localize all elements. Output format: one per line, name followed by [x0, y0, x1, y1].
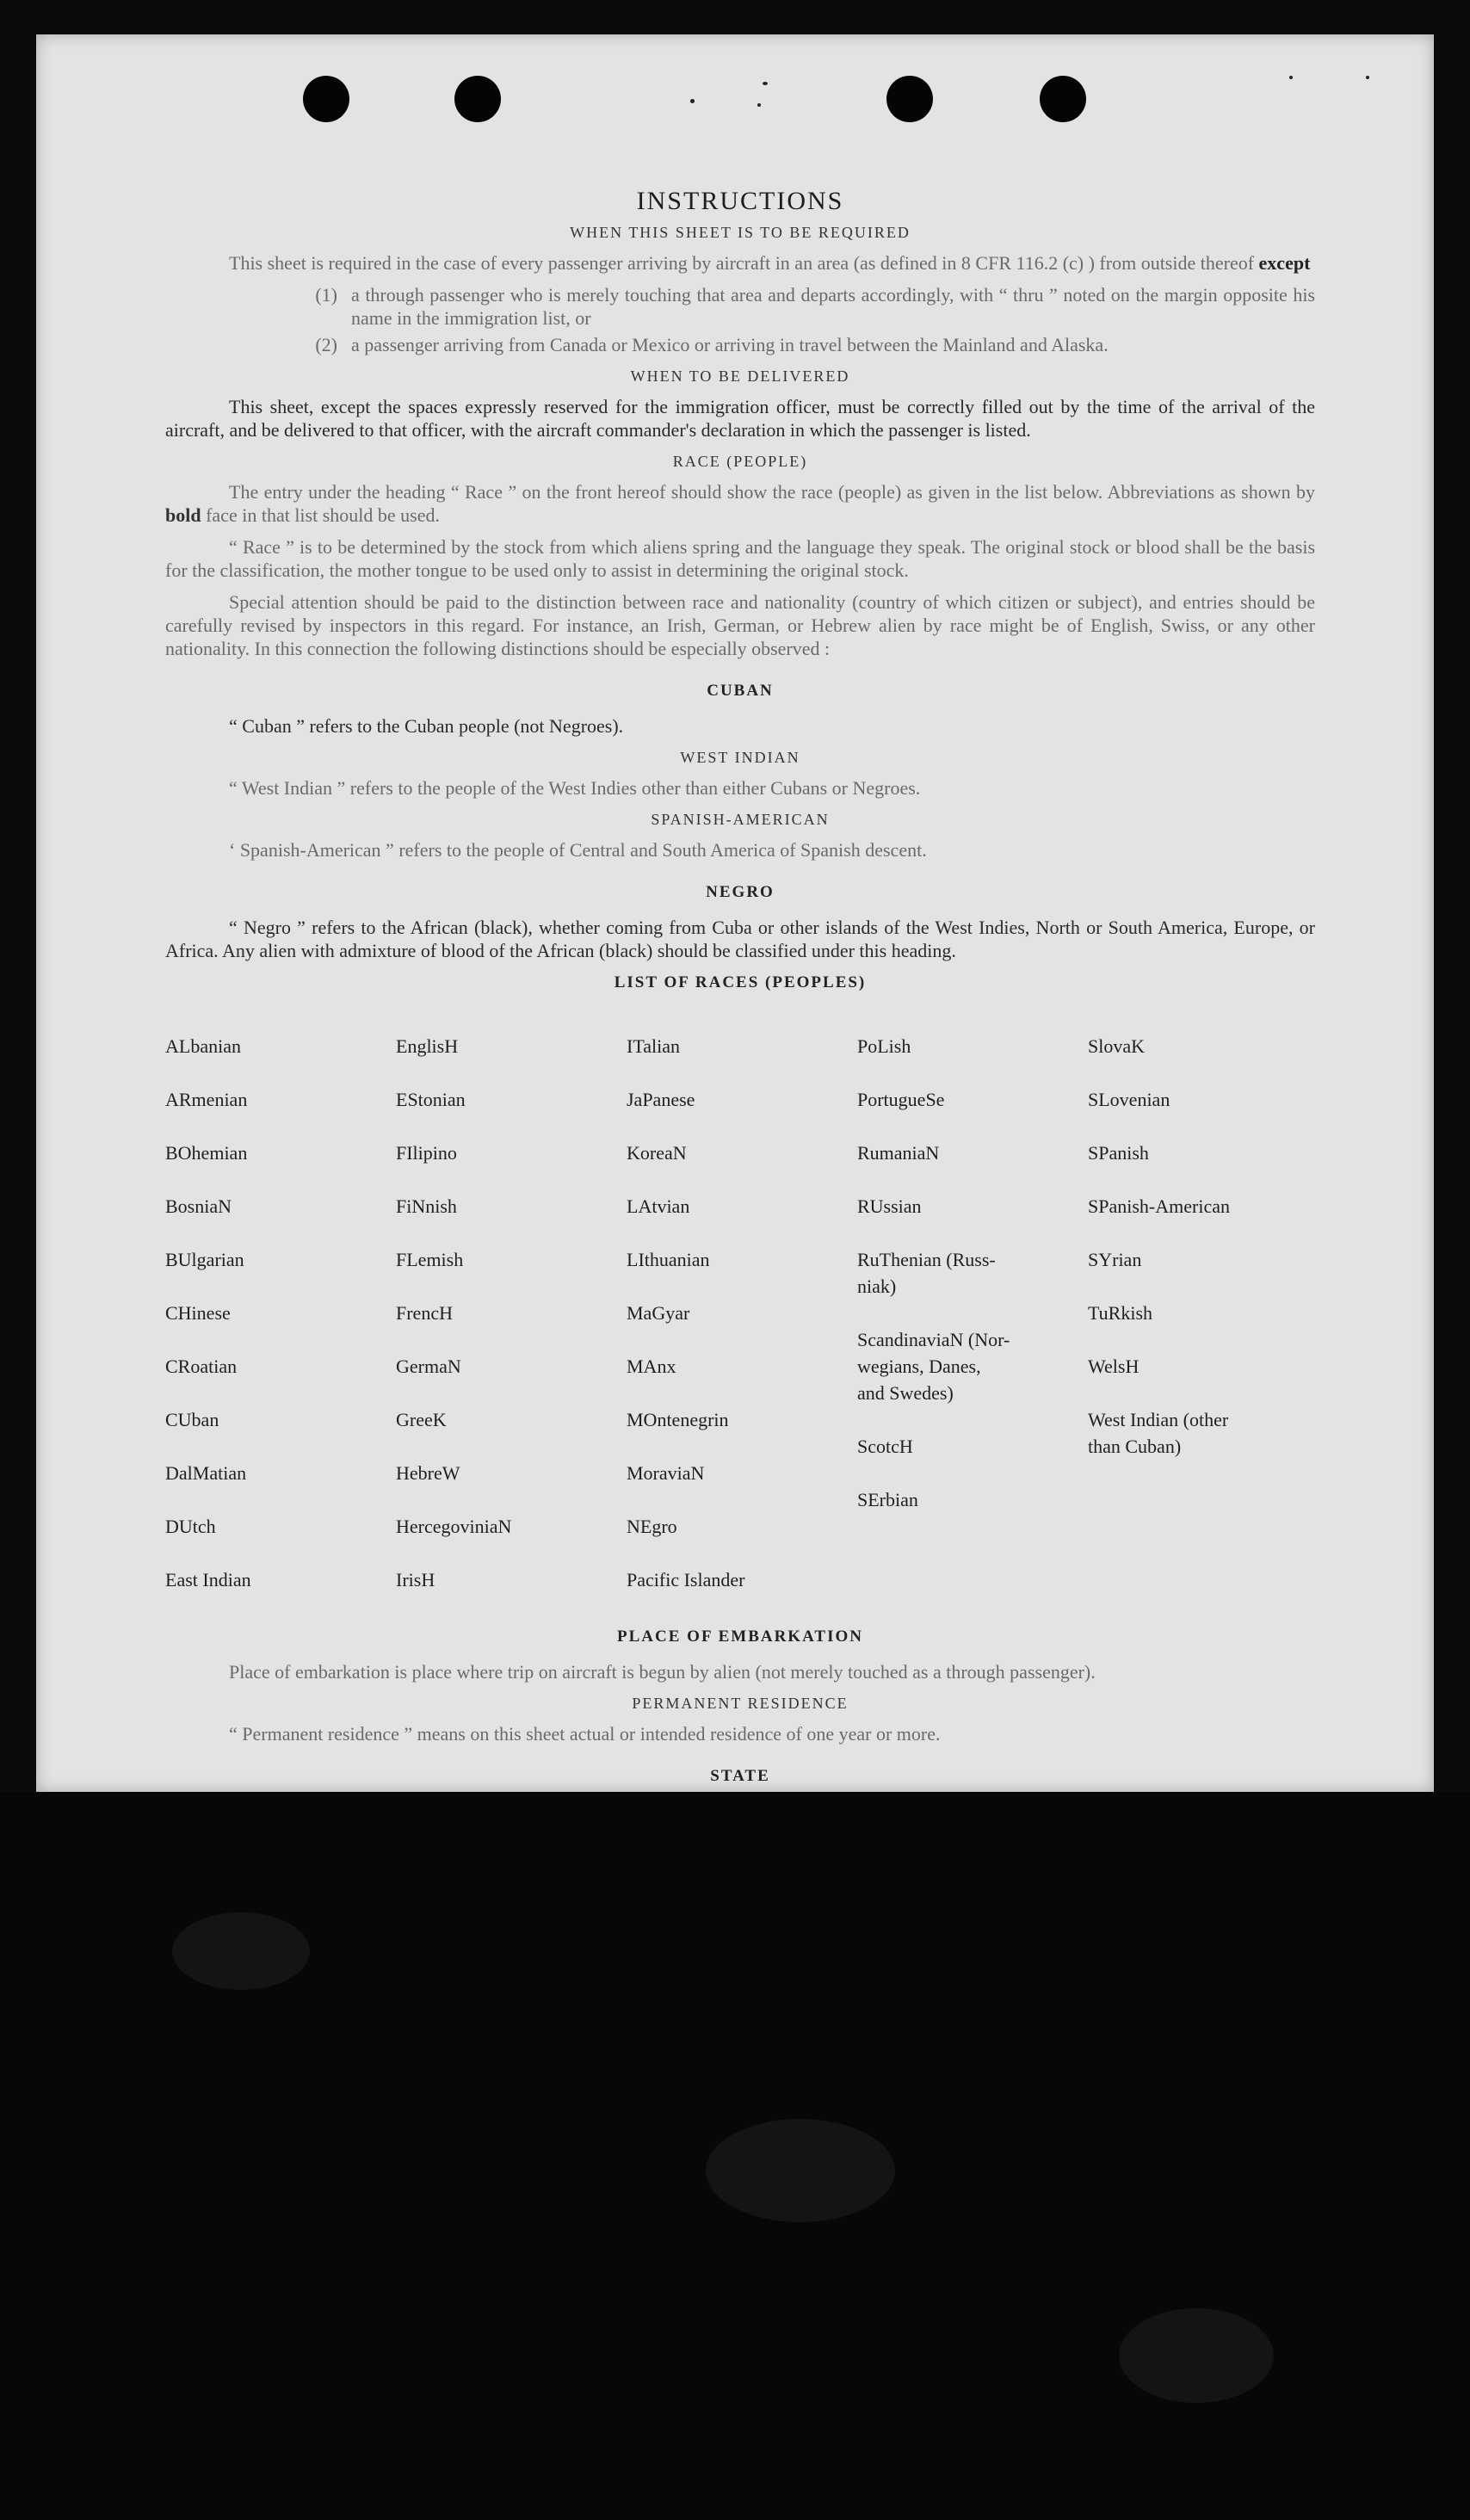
page-title: INSTRUCTIONS [636, 187, 844, 215]
item-number: (2) [315, 334, 337, 355]
race-entry: HebreW [396, 1462, 460, 1484]
race-entry: SYrian [1088, 1249, 1142, 1270]
speck [757, 103, 761, 107]
race-entry: SLovenian [1088, 1089, 1170, 1110]
race-paragraph-3: Special attention should be paid to the distinction between race and nationality (country of which citizen or subject), and entries should be carefully revised by inspectors in this regard. For instance, an Irish, German, or Hebrew alien by race might be of English, Swiss, or any other nationality. In this connection the following distinctions should be especially observed : [165, 591, 1315, 659]
races-list [165, 1006, 1315, 1620]
race-entry: IrisH [396, 1569, 435, 1590]
punch-hole [1040, 76, 1086, 122]
race-entry: ScandinaviaN (Nor- wegians, Danes, and Swedes) [857, 1329, 1010, 1404]
section-heading-cuban: CUBAN [707, 682, 774, 700]
spanish-american-paragraph: ‘ Spanish-American ” refers to the people of Central and South America of Spanish descent. [229, 839, 927, 861]
race-entry: ITalian [627, 1035, 680, 1057]
section-heading-required: WHEN THIS SHEET IS TO BE REQUIRED [570, 224, 911, 241]
race-entry: BOhemian [165, 1142, 248, 1164]
races-column-5 [1088, 1006, 1315, 1620]
race-entry: FiNnish [396, 1195, 457, 1217]
race-entry: Pacific Islander [627, 1569, 745, 1590]
race-entry: DalMatian [165, 1462, 247, 1484]
punch-hole [454, 76, 501, 122]
instructions-body [165, 155, 1315, 1831]
speck [1366, 76, 1369, 79]
race-entry: BUlgarian [165, 1249, 244, 1270]
except-label: except [1258, 252, 1311, 274]
races-column-4 [857, 1006, 1088, 1620]
document-sheet [36, 34, 1434, 1792]
race-entry: HercegoviniaN [396, 1516, 512, 1537]
speck [690, 99, 695, 103]
speck [763, 82, 768, 85]
embarkation-paragraph: Place of embarkation is place where trip on aircraft is begun by alien (not merely touched as a through passenger). [229, 1661, 1096, 1683]
races-column-3 [627, 1006, 857, 1620]
dark-background [0, 1792, 1470, 2520]
race-entry: MOntenegrin [627, 1409, 729, 1430]
race-entry: GermaN [396, 1356, 461, 1377]
section-heading-residence: PERMANENT RESIDENCE [632, 1695, 849, 1712]
race-entry: SPanish [1088, 1142, 1149, 1164]
race-entry: FIlipino [396, 1142, 457, 1164]
section-heading-races-list: LIST OF RACES (PEOPLES) [614, 973, 867, 991]
race-entry: LIthuanian [627, 1249, 710, 1270]
delivered-paragraph: This sheet, except the spaces expressly reserved for the immigration officer, must be correctly filled out by the time of the arrival of the aircraft, and be delivered to that officer, with the aircraft commander's declaration in which the passenger is listed. [165, 396, 1315, 441]
section-heading-spanish-american: SPANISH-AMERICAN [651, 811, 830, 828]
negro-paragraph: “ Negro ” refers to the African (black), whether coming from Cuba or other islands of the West Indies, North or South America, Europe, or Africa. Any alien with admixture of blood of the African (black) should be classified under this heading. [165, 917, 1315, 961]
item-text: a passenger arriving from Canada or Mexico or arriving in travel between the Mainland and Alaska. [351, 334, 1109, 355]
speck [1289, 76, 1293, 79]
residence-paragraph: “ Permanent residence ” means on this sheet actual or intended residence of one year or more. [229, 1723, 941, 1745]
race-entry: LAtvian [627, 1195, 690, 1217]
race-entry: CUban [165, 1409, 219, 1430]
race-entry: FrencH [396, 1302, 453, 1324]
section-heading-race: RACE (PEOPLE) [672, 453, 808, 470]
item-number: (1) [315, 284, 337, 306]
race-entry: MAnx [627, 1356, 676, 1377]
required-intro: This sheet is required in the case of every passenger arriving by aircraft in an area (as defined in 8 CFR 116.2 (c) ) from outside thereof [229, 252, 1255, 274]
required-paragraph [165, 251, 1315, 275]
race-text: face in that list should be used. [206, 504, 440, 526]
race-entry: EStonian [396, 1089, 466, 1110]
race-entry: SPanish-American [1088, 1195, 1230, 1217]
race-entry: PortugueSe [857, 1089, 945, 1110]
bold-label: bold [165, 504, 201, 526]
section-heading-negro: NEGRO [706, 883, 775, 901]
smudge [706, 2119, 895, 2222]
races-column-2 [396, 1006, 627, 1620]
race-entry: PoLish [857, 1035, 911, 1057]
race-entry: KoreaN [627, 1142, 687, 1164]
list-item [165, 333, 1315, 356]
race-entry: RuThenian (Russ- niak) [857, 1249, 996, 1297]
race-entry: DUtch [165, 1516, 216, 1537]
race-entry: SErbian [857, 1489, 918, 1510]
smudge [172, 1912, 310, 1990]
race-entry: EnglisH [396, 1035, 459, 1057]
race-text: The entry under the heading “ Race ” on the front hereof should show the race (people) as given in the list below. Abbreviations as shown by [229, 481, 1315, 503]
west-indian-paragraph: “ West Indian ” refers to the people of the West Indies other than either Cubans or Negroes. [229, 777, 921, 799]
race-entry: NEgro [627, 1516, 677, 1537]
race-entry: GreeK [396, 1409, 447, 1430]
race-entry: ALbanian [165, 1035, 241, 1057]
race-entry: ARmenian [165, 1089, 248, 1110]
race-entry: RUssian [857, 1195, 922, 1217]
smudge [1119, 2308, 1274, 2403]
section-heading-state: STATE [710, 1767, 770, 1785]
race-entry: East Indian [165, 1569, 251, 1590]
race-entry: CRoatian [165, 1356, 238, 1377]
race-entry: FLemish [396, 1249, 464, 1270]
item-text: a through passenger who is merely touching that area and departs accordingly, with “ thru ” noted on the margin opposite his name in the immigration list, or [351, 284, 1315, 329]
race-paragraph-1 [165, 480, 1315, 527]
races-column-1 [165, 1006, 396, 1620]
punch-hole [303, 76, 349, 122]
race-paragraph-2: “ Race ” is to be determined by the stock from which aliens spring and the language they speak. The original stock or blood shall be the basis for the classification, the mother tongue to be used only to assist in determining the original stock. [165, 536, 1315, 581]
race-entry: MoraviaN [627, 1462, 705, 1484]
section-heading-embarkation: PLACE OF EMBARKATION [617, 1628, 863, 1646]
race-entry: JaPanese [627, 1089, 695, 1110]
race-entry: West Indian (other than Cuban) [1088, 1409, 1229, 1457]
race-entry: ScotcH [857, 1436, 913, 1457]
race-entry: BosniaN [165, 1195, 232, 1217]
race-entry: TuRkish [1088, 1302, 1153, 1324]
punch-hole [886, 76, 933, 122]
cuban-paragraph: “ Cuban ” refers to the Cuban people (not Negroes). [229, 715, 624, 737]
section-heading-delivered: WHEN TO BE DELIVERED [630, 368, 850, 385]
race-entry: MaGyar [627, 1302, 690, 1324]
race-entry: WelsH [1088, 1356, 1140, 1377]
section-heading-west-indian: WEST INDIAN [680, 749, 800, 766]
list-item [165, 283, 1315, 330]
race-entry: SlovaK [1088, 1035, 1145, 1057]
race-entry: RumaniaN [857, 1142, 940, 1164]
race-entry: CHinese [165, 1302, 231, 1324]
